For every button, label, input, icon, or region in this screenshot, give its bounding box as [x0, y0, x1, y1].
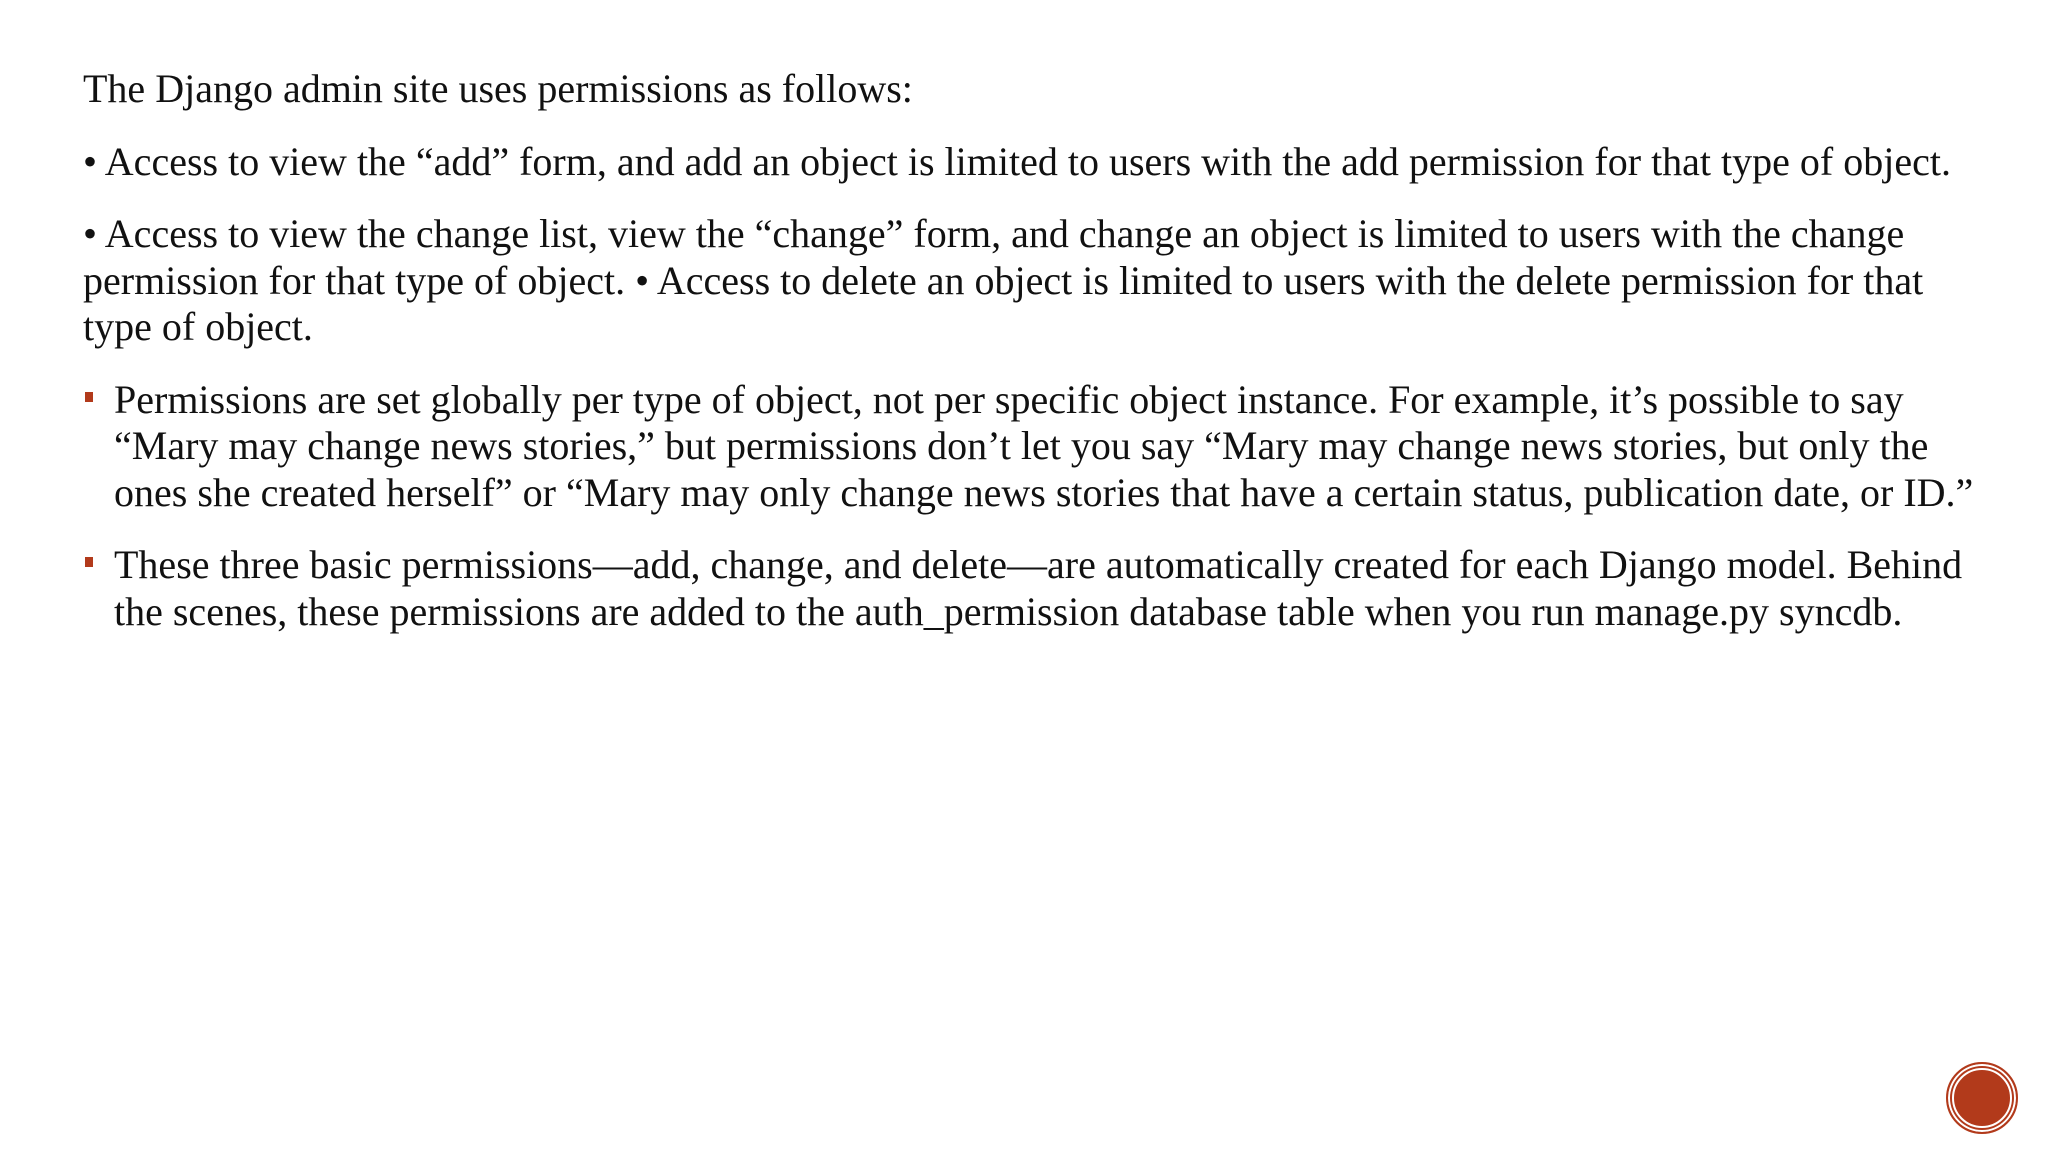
bullet-item-basic-permissions [83, 542, 1983, 635]
bullet-text: Permissions are set globally per type of object, not per specific object instance. For example, it’s possible to say “Mary may change news stories,” but permissions don’t let you say “Mary may change news stories, but only the ones she created herself” or “Mary may only change news stories that have a certain status, publication date, or ID.” [114, 376, 1974, 515]
slide-corner-circle-icon [1946, 1062, 2018, 1134]
change-delete-permission-paragraph: • Access to view the change list, view the “change” form, and change an object is limited to users with the change permission for that type of object. • Access to delete an object is limited to users with the delete permission for that type of object. [83, 211, 1924, 349]
bullet-text: These three basic permissions—add, change, and delete—are automatically created for each Django model. Behind the scenes, these permissions are added to the auth_permission database table when you run manage.py syncdb. [114, 542, 1963, 634]
square-bullet-icon [85, 557, 93, 567]
bullet-item-global-permissions [83, 377, 1983, 517]
square-bullet-icon [85, 392, 93, 402]
intro-paragraph: The Django admin site uses permissions as follows: [83, 66, 913, 111]
add-permission-paragraph: • Access to view the “add” form, and add an object is limited to users with the add permission for that type of object. [83, 138, 1951, 184]
slide-body [83, 66, 1983, 661]
